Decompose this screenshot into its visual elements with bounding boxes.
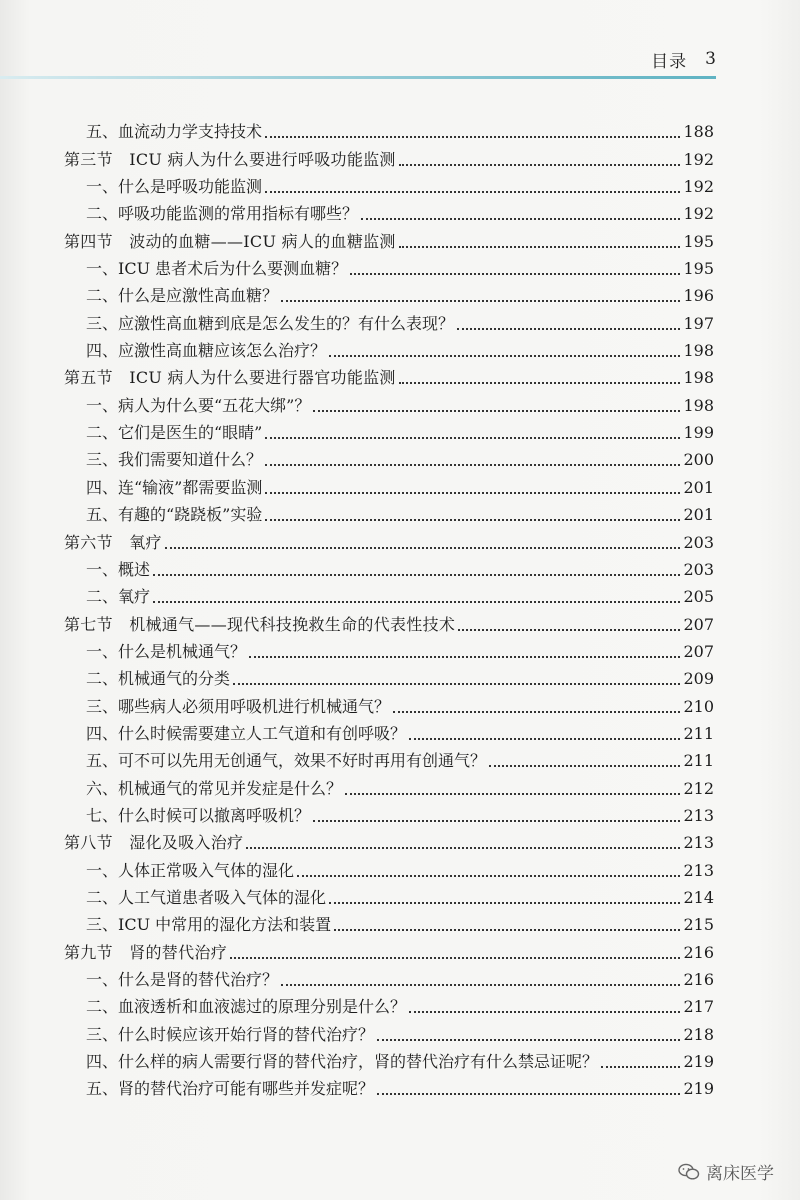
dot-leader <box>329 901 680 904</box>
toc-item-row <box>64 306 714 333</box>
toc-entry-title: 三、ICU 中常用的湿化方法和装置 <box>86 915 332 935</box>
toc-page-number: 213 <box>683 860 714 880</box>
toc-page-number: 195 <box>683 231 714 251</box>
toc-entry-title: 一、什么是肾的替代治疗？ <box>86 970 279 989</box>
toc-page-number: 203 <box>683 559 714 579</box>
header-section-title: 目录 <box>651 51 688 72</box>
toc-item-row <box>64 881 714 908</box>
toc-item-row <box>64 443 714 470</box>
dot-leader <box>409 1010 680 1013</box>
dot-leader <box>249 655 680 658</box>
dot-leader <box>153 573 680 576</box>
toc-item-row <box>64 853 714 880</box>
toc-page-number: 211 <box>683 751 714 771</box>
toc-page-number: 203 <box>683 532 714 552</box>
toc-page-number: 198 <box>683 395 714 415</box>
toc-entry-title: 七、什么时候可以撤离呼吸机？ <box>86 805 311 825</box>
running-header <box>0 44 716 74</box>
toc-page-number: 216 <box>683 970 714 989</box>
toc-entry-title: 五、血流动力学支持技术 <box>86 122 263 142</box>
toc-entry-title: 二、血液透析和血液滤过的原理分别是什么？ <box>86 997 407 1017</box>
toc-section-row <box>64 361 714 388</box>
toc-page-number: 212 <box>683 778 714 798</box>
dot-leader <box>265 518 680 521</box>
toc-item-row <box>64 963 714 990</box>
dot-leader <box>265 491 680 494</box>
dot-leader <box>350 272 680 275</box>
dot-leader <box>399 245 681 248</box>
toc-entry-title: 一、ICU 患者术后为什么要测血糖？ <box>86 259 348 279</box>
toc-page-number: 198 <box>683 341 714 361</box>
toc-item-row <box>64 908 714 935</box>
toc-page-number: 213 <box>683 805 714 825</box>
dot-leader <box>230 956 680 959</box>
toc-page-number: 195 <box>683 259 714 279</box>
toc-page-number: 201 <box>683 477 714 497</box>
toc-item-row <box>64 334 714 361</box>
toc-entry-title: 二、呼吸功能监测的常用指标有哪些？ <box>86 204 359 224</box>
toc-entry-title: 第四节 波动的血糖——ICU 病人的血糖监测 <box>64 231 396 251</box>
toc-page-number: 217 <box>683 997 714 1017</box>
toc-entry-title: 第五节 ICU 病人为什么要进行器官功能监测 <box>64 368 396 388</box>
toc-section-row <box>64 224 714 251</box>
toc-page-number: 188 <box>683 122 714 142</box>
toc-page-number: 201 <box>683 505 714 525</box>
toc-item-row <box>64 771 714 798</box>
watermark <box>678 1159 774 1184</box>
toc-item-row <box>64 744 714 771</box>
toc-page-number: 205 <box>683 587 714 607</box>
toc-item-row <box>64 799 714 826</box>
toc-page-number: 218 <box>683 1024 714 1044</box>
toc-entry-title: 三、什么时候应该开始行肾的替代治疗？ <box>86 1024 375 1044</box>
toc-entry-title: 第六节 氧疗 <box>64 532 162 552</box>
toc-entry-title: 二、机械通气的分类 <box>86 669 231 689</box>
toc-item-row <box>64 115 714 142</box>
toc-item-row <box>64 498 714 525</box>
toc-item-row <box>64 197 714 224</box>
toc-entry-title: 二、它们是医生的“眼睛” <box>86 423 263 443</box>
dot-leader <box>399 163 681 166</box>
toc-item-row <box>64 170 714 197</box>
header-page-number: 3 <box>705 49 716 69</box>
dot-leader <box>334 928 680 931</box>
toc-item-row <box>64 279 714 306</box>
toc-entry-title: 第三节 ICU 病人为什么要进行呼吸功能监测 <box>64 149 396 169</box>
toc-entry-title: 一、概述 <box>86 559 151 579</box>
toc-entry-title: 一、什么是呼吸功能监测 <box>86 177 263 197</box>
toc-item-row <box>64 635 714 662</box>
toc-entry-title: 三、应激性高血糖到底是怎么发生的？有什么表现？ <box>86 313 455 333</box>
dot-leader <box>265 436 680 439</box>
toc-entry-title: 一、什么是机械通气？ <box>86 641 247 661</box>
toc-page-number: 192 <box>683 149 714 169</box>
dot-leader <box>345 792 680 795</box>
toc-page-number: 197 <box>683 313 714 333</box>
dot-leader <box>601 1065 680 1068</box>
toc-section-row <box>64 142 714 169</box>
toc-page-number: 196 <box>683 286 714 306</box>
toc-entry-title: 第九节 肾的替代治疗 <box>64 942 228 962</box>
toc-entry-title: 二、氧疗 <box>86 587 151 607</box>
toc-page-number: 214 <box>683 887 714 907</box>
toc-item-row <box>64 252 714 279</box>
toc-entry-title: 一、人体正常吸入气体的湿化 <box>86 860 295 880</box>
dot-leader <box>246 846 680 849</box>
wechat-bubble-icon <box>678 1163 700 1181</box>
toc-page-number: 219 <box>683 1079 714 1099</box>
toc-page-number: 210 <box>683 696 714 716</box>
dot-leader <box>165 546 681 549</box>
toc-page-number: 213 <box>683 833 714 853</box>
toc-page-number: 219 <box>683 1052 714 1072</box>
dot-leader <box>265 190 680 193</box>
toc-entry-title: 五、有趣的“跷跷板”实验 <box>86 505 263 525</box>
toc-item-row <box>64 717 714 744</box>
dot-leader <box>457 327 680 330</box>
dot-leader <box>265 135 680 138</box>
toc-page-number: 211 <box>683 723 714 743</box>
toc-section-row <box>64 935 714 962</box>
dot-leader <box>153 600 680 603</box>
toc-entry-title: 四、什么时候需要建立人工气道和有创呼吸？ <box>86 723 407 743</box>
toc-entry-title: 五、肾的替代治疗可能有哪些并发症呢？ <box>86 1079 375 1099</box>
toc-item-row <box>64 553 714 580</box>
header-rule <box>0 76 716 79</box>
toc-item-row <box>64 470 714 497</box>
toc-page-number: 199 <box>683 423 714 443</box>
toc-item-row <box>64 388 714 415</box>
dot-leader <box>281 983 680 986</box>
dot-leader <box>297 874 680 877</box>
toc-entry-title: 一、病人为什么要“五花大绑”？ <box>86 395 311 415</box>
toc-item-row <box>64 662 714 689</box>
toc-item-row <box>64 1017 714 1044</box>
toc-entry-title: 三、哪些病人必须用呼吸机进行机械通气？ <box>86 696 391 716</box>
toc-item-row <box>64 990 714 1017</box>
dot-leader <box>329 354 680 357</box>
toc-page-number: 216 <box>683 942 714 962</box>
toc-section-row <box>64 826 714 853</box>
toc-entry-title: 三、我们需要知道什么？ <box>86 450 263 470</box>
toc-item-row <box>64 580 714 607</box>
toc-item-row <box>64 1072 714 1099</box>
toc-entry-title: 四、连“输液”都需要监测 <box>86 477 263 497</box>
dot-leader <box>393 710 680 713</box>
toc-entry-title: 第七节 机械通气——现代科技挽救生命的代表性技术 <box>64 614 456 634</box>
dot-leader <box>281 299 680 302</box>
toc-item-row <box>64 416 714 443</box>
dot-leader <box>377 1092 680 1095</box>
table-of-contents <box>64 115 714 1099</box>
toc-entry-title: 第八节 湿化及吸入治疗 <box>64 833 244 853</box>
toc-page-number: 192 <box>683 177 714 197</box>
dot-leader <box>399 381 681 384</box>
dot-leader <box>265 463 680 466</box>
toc-section-row <box>64 607 714 634</box>
dot-leader <box>313 409 680 412</box>
toc-page-number: 200 <box>683 450 714 470</box>
dot-leader <box>489 764 680 767</box>
dot-leader <box>458 628 680 631</box>
toc-section-row <box>64 525 714 552</box>
toc-entry-title: 四、应激性高血糖应该怎么治疗？ <box>86 341 327 361</box>
toc-entry-title: 五、可不可以先用无创通气，效果不好时再用有创通气？ <box>86 751 487 771</box>
toc-page-number: 198 <box>683 368 714 388</box>
toc-item-row <box>64 689 714 716</box>
toc-page-number: 207 <box>683 614 714 634</box>
toc-entry-title: 二、什么是应激性高血糖？ <box>86 286 279 306</box>
dot-leader <box>377 1038 680 1041</box>
dot-leader <box>409 737 680 740</box>
toc-page-number: 192 <box>683 204 714 224</box>
toc-entry-title: 六、机械通气的常见并发症是什么？ <box>86 778 343 798</box>
toc-entry-title: 四、什么样的病人需要行肾的替代治疗，肾的替代治疗有什么禁忌证呢？ <box>86 1052 599 1072</box>
toc-page-number: 207 <box>683 641 714 661</box>
toc-entry-title: 二、人工气道患者吸入气体的湿化 <box>86 887 327 907</box>
toc-page-number: 209 <box>683 669 714 689</box>
toc-page-number: 215 <box>683 915 714 935</box>
dot-leader <box>233 682 680 685</box>
dot-leader <box>361 217 680 220</box>
toc-item-row <box>64 1045 714 1072</box>
watermark-text: 离床医学 <box>706 1164 774 1184</box>
dot-leader <box>313 819 680 822</box>
